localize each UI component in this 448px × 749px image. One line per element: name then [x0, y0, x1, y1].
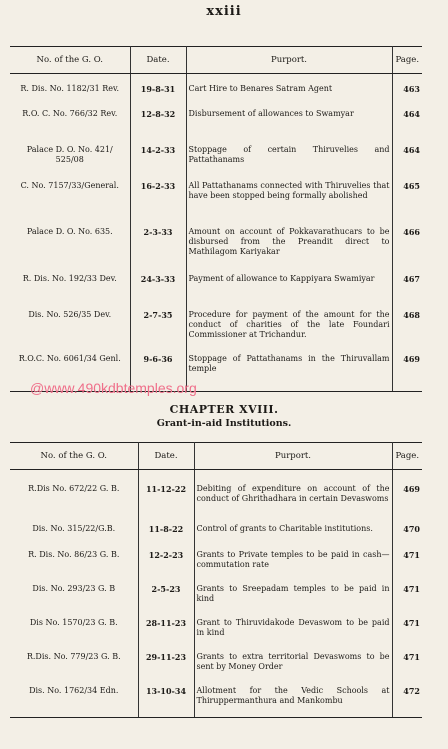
date-cell: 16-2-33	[130, 181, 186, 227]
table-row	[10, 618, 422, 652]
go-number-cell: Dis No. 1570/23 G. B.	[10, 618, 138, 652]
header-purport: Purport.	[194, 443, 392, 470]
go-number-cell: Palace D. O. No. 421/ 525/08	[10, 145, 130, 181]
page-cell: 465	[403, 180, 420, 191]
date-cell: 12-8-32	[130, 109, 186, 145]
purport-cell: Grant to Thiruvidakode Devaswom to be paid in kind	[194, 618, 392, 652]
table-row	[10, 274, 422, 310]
page-cell: 471	[403, 617, 420, 628]
page-cell: 472	[392, 686, 422, 718]
page-cell: 464	[403, 108, 420, 119]
date-cell: 11-8-22	[138, 524, 194, 550]
table-row	[10, 550, 422, 584]
purport-cell: Procedure for payment of the amount for the conduct of charities of the late Foundari Commissioner at Trichandur.	[186, 310, 392, 354]
date-cell: 14-2-33	[130, 145, 186, 181]
table-row	[10, 74, 422, 109]
table-row	[10, 524, 422, 550]
go-number-cell: R.Dis. No. 779/23 G. B.	[10, 652, 138, 686]
watermark-text: @www.490kdbtemples.org	[30, 380, 197, 396]
purport-cell: Control of grants to Charitable institutions.	[194, 524, 392, 550]
go-number-cell: R. Dis. No. 86/23 G. B.	[10, 550, 138, 584]
date-cell: 2-5-23	[138, 584, 194, 618]
table-header-row	[10, 47, 422, 74]
date-cell: 13-10-34	[138, 686, 194, 718]
purport-cell: Debiting of expenditure on account of the conduct of Ghrithadhara in certain Devaswoms	[194, 470, 392, 524]
table-row	[10, 181, 422, 227]
page-cell: 471	[403, 651, 420, 662]
go-number-cell: R. Dis. No. 192/33 Dev.	[10, 274, 130, 310]
page-cell: 464	[403, 144, 420, 155]
go-table-section-2	[10, 442, 422, 718]
page-cell: 470	[403, 523, 420, 534]
page-cell: 471	[403, 583, 420, 594]
purport-cell: Stoppage of certain Thiruvelies and Pattathanams	[186, 145, 392, 181]
date-cell: 28-11-23	[138, 618, 194, 652]
page-cell: 466	[403, 226, 420, 237]
chapter-subtitle: Grant-in-aid Institutions.	[156, 418, 292, 429]
date-cell: 29-11-23	[138, 652, 194, 686]
purport-cell: Grants to Sreepadam temples to be paid in kind	[194, 584, 392, 618]
purport-cell: Allotment for the Vedic Schools at Thiruppermanthura and Mankombu	[194, 686, 392, 718]
table-row	[10, 310, 422, 354]
header-purport: Purport.	[186, 47, 392, 74]
page-number: xxiii	[206, 4, 242, 19]
header-page: Page.	[392, 47, 422, 74]
table-row	[10, 652, 422, 686]
table-header-row	[10, 443, 422, 470]
table-row	[10, 145, 422, 181]
go-number-cell: Dis. No. 315/22/G.B.	[10, 524, 138, 550]
header-page: Page.	[392, 443, 422, 470]
date-cell: 12-2-23	[138, 550, 194, 584]
go-number-cell: R. Dis. No. 1182/31 Rev.	[10, 74, 130, 109]
go-number-cell: Palace D. O. No. 635.	[10, 227, 130, 274]
page-cell: 469	[403, 484, 420, 494]
go-number-cell: Dis. No. 293/23 G. B	[10, 584, 138, 618]
page-cell: 463	[403, 84, 420, 94]
date-cell: 19-8-31	[130, 74, 186, 109]
table-row	[10, 686, 422, 718]
go-number-cell: R.Dis No. 672/22 G. B.	[10, 470, 138, 524]
date-cell: 9-6-36	[130, 354, 186, 392]
table-row	[10, 470, 422, 524]
purport-cell: Amount on account of Pokkavarathucars to be disbursed from the Preandit direct to Mathilagom Kariyakar	[186, 227, 392, 274]
purport-cell: Disbursement of allowances to Swamyar	[186, 109, 392, 145]
go-number-cell: Dis. No. 1762/34 Edn.	[10, 686, 138, 718]
page-cell: 468	[403, 309, 420, 320]
go-number-cell: C. No. 7157/33/General.	[10, 181, 130, 227]
table-row	[10, 109, 422, 145]
purport-cell: Grants to extra territorial Devaswoms to be sent by Money Order	[194, 652, 392, 686]
header-go-number: No. of the G. O.	[10, 443, 138, 470]
header-go-number: No. of the G. O.	[10, 47, 130, 74]
header-date: Date.	[138, 443, 194, 470]
date-cell: 24-3-33	[130, 274, 186, 310]
go-number-cell: R.O. C. No. 766/32 Rev.	[10, 109, 130, 145]
purport-cell: Payment of allowance to Kappiyara Swamiyar	[186, 274, 392, 310]
table-row	[10, 227, 422, 274]
page-cell: 471	[403, 549, 420, 560]
date-cell: 11-12-22	[138, 470, 194, 524]
chapter-title: CHAPTER XVIII.	[169, 403, 279, 416]
header-date: Date.	[130, 47, 186, 74]
purport-cell: Cart Hire to Benares Satram Agent	[186, 74, 392, 109]
purport-cell: Grants to Private temples to be paid in cash—commutation rate	[194, 550, 392, 584]
date-cell: 2-7-35	[130, 310, 186, 354]
table-row	[10, 584, 422, 618]
purport-cell: Stoppage of Pattathanams in the Thiruvallam temple	[186, 354, 392, 392]
go-number-cell: R.O.C. No. 6061/34 Genl.	[10, 354, 130, 392]
go-table-section-1	[10, 46, 422, 392]
date-cell: 2-3-33	[130, 227, 186, 274]
page-cell: 469	[392, 354, 422, 392]
purport-cell: All Pattathanams connected with Thiruvelies that have been stopped being formally abolished	[186, 181, 392, 227]
go-number-cell: Dis. No. 526/35 Dev.	[10, 310, 130, 354]
page-cell: 467	[403, 273, 420, 284]
